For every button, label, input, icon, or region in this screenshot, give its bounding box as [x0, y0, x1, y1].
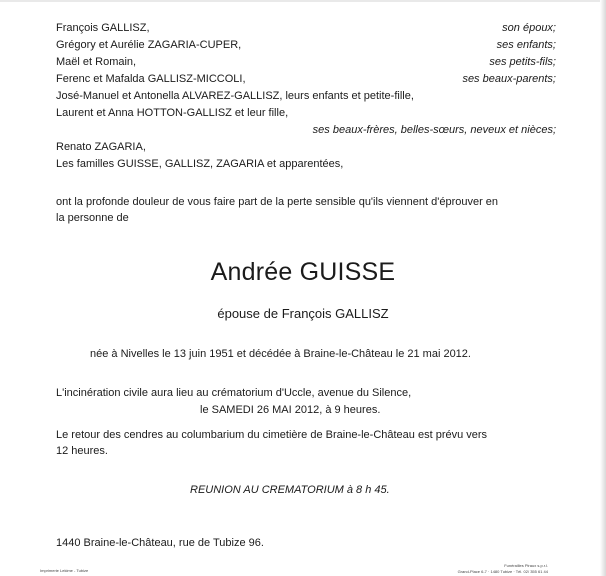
page-top-edge [0, 0, 606, 2]
cremation-date-line: le SAMEDI 26 MAI 2012, à 9 heures. [200, 404, 381, 416]
family-name-line: François GALLISZ, [56, 22, 150, 34]
funeral-home-address: Grand-Place 6-7 · 1480 Tubize · Tél. 02/ 355 61 44 [457, 569, 548, 574]
announcement-line: la personne de [56, 212, 129, 224]
ashes-line: Le retour des cendres au columbarium du cimetière de Braine-le-Château est prévu vers [56, 429, 488, 441]
family-relation: ses petits-fils; [489, 56, 556, 68]
funeral-home-name: Funérailles Piraux s.p.r.l. [504, 563, 548, 568]
family-name-line: Laurent et Anna HOTTON-GALLISZ et leur fille, [56, 107, 289, 119]
other-relative-line: Les familles GUISSE, GALLISZ, ZAGARIA et apparentées, [56, 158, 344, 170]
birth-death-line: née à Nivelles le 13 juin 1951 et décédée à Braine-le-Château le 21 mai 2012. [90, 348, 471, 360]
printer-credit: Imprimerie Lekime - Tubize [40, 568, 89, 573]
ashes-line: 12 heures. [56, 445, 108, 457]
address-line: 1440 Braine-le-Château, rue de Tubize 96. [56, 537, 264, 549]
family-name-line: José-Manuel et Antonella ALVAREZ-GALLISZ, leurs enfants et petite-fille, [56, 90, 414, 102]
family-name-line: Ferenc et Mafalda GALLISZ-MICCOLI, [56, 73, 246, 85]
family-relation: son époux; [502, 22, 556, 34]
family-relation: ses enfants; [496, 39, 556, 51]
family-relation: ses beaux-parents; [462, 73, 556, 85]
announcement-line: ont la profonde douleur de vous faire part de la perte sensible qu'ils viennent d'éprouver en [56, 196, 499, 208]
in-laws-relation: ses beaux-frères, belles-sœurs, neveux et nièces; [312, 124, 556, 136]
deceased-name: Andrée GUISSE [210, 258, 396, 286]
spouse-line: épouse de François GALLISZ [217, 306, 389, 321]
reunion-line: REUNION AU CREMATORIUM à 8 h 45. [190, 484, 390, 496]
page-right-edge [600, 0, 606, 576]
family-name-line: Grégory et Aurélie ZAGARIA-CUPER, [56, 39, 242, 51]
cremation-line: L'incinération civile aura lieu au crématorium d'Uccle, avenue du Silence, [56, 387, 412, 399]
other-relative-line: Renato ZAGARIA, [56, 141, 146, 153]
family-name-line: Maël et Romain, [56, 56, 137, 68]
